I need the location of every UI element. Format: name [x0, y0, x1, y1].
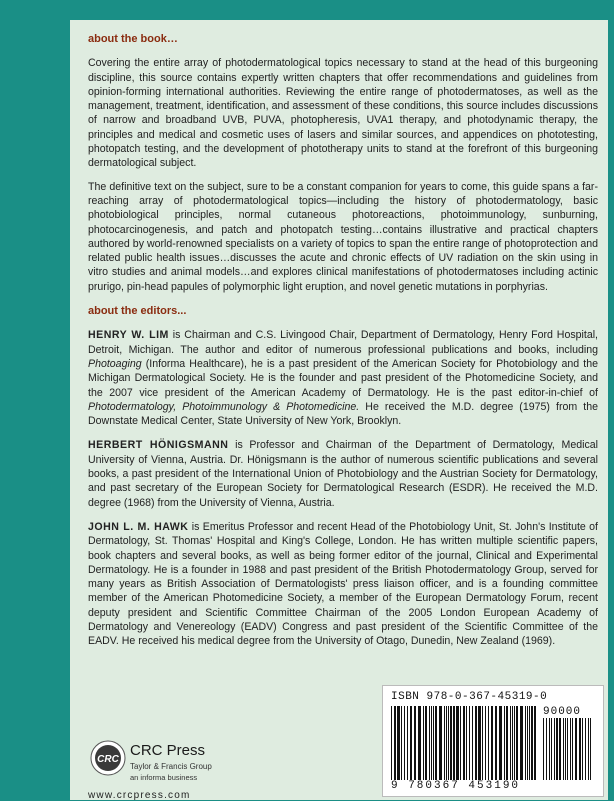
barcode-bar [546, 718, 547, 780]
barcode-bar [510, 706, 511, 780]
barcode-bar [418, 706, 421, 780]
crc-emblem-text: CRC [97, 754, 119, 765]
barcode-bar [466, 706, 467, 780]
barcode-bar [423, 706, 424, 780]
barcode-bar [516, 706, 518, 780]
cover-text [88, 30, 598, 659]
publisher-group: Taylor & Francis Group [130, 762, 212, 771]
barcode-bar [444, 706, 445, 780]
back-cover-panel [70, 20, 608, 800]
addon-barcode-bars [543, 718, 595, 780]
barcode-bar [475, 706, 477, 780]
barcode-bar [431, 706, 432, 780]
about-book-paragraph-1: Covering the entire array of photodermatological topics necessary to stand at the head of this burgeoning discipline, this source contains expertly written chapters that offer recommendations and guidelines from opinion-forming international authorities. Reviewing the entire range of photodermatoses, as well as the management, treatment, identification, and assessment of these conditions, this source includes discussions of narrow and broadband UVB, PUVA, photopheresis, UVA1 therapy, and photodynamic therapy, the principles and medical and cosmetic uses of lasers and similar sources, and appendices on phototesting, photopatch testing, and the development of phototherapy units to stand at the forefront of this burgeoning dermatological subject. [88, 57, 598, 170]
barcode-bar [543, 718, 544, 780]
barcode-bar [478, 706, 481, 780]
barcode-bar [551, 718, 552, 780]
barcode-bar [559, 718, 561, 780]
book-title: Photoaging [88, 357, 142, 370]
barcode-bar [563, 718, 564, 780]
barcode-bar [554, 718, 555, 780]
barcode-bar [394, 706, 396, 780]
barcode-bar [472, 706, 473, 780]
barcode-bar [512, 706, 513, 780]
barcode-bar [534, 706, 536, 780]
barcode-bar [429, 706, 430, 780]
journal-title: Photodermatology, Photoimmunology & Photomedicine. [88, 400, 360, 413]
barcode-bar [527, 706, 528, 780]
barcode-bar [575, 718, 577, 780]
barcode-bar [446, 706, 447, 780]
editor-name: HERBERT HÖNIGSMANN [88, 439, 229, 452]
barcode-bar [572, 718, 573, 780]
barcode-bar [485, 706, 486, 780]
about-book-heading: about the book… [88, 33, 178, 45]
barcode-bar [590, 718, 591, 780]
publisher-business: an informa business [130, 773, 198, 782]
price-addon-digits: 90000 [543, 706, 582, 718]
barcode-bar [463, 706, 465, 780]
barcode-bar [391, 706, 392, 780]
barcode-bar [433, 706, 434, 780]
barcode-bar [495, 706, 497, 780]
barcode-bar [506, 706, 508, 780]
ean-barcode-bars [391, 706, 539, 780]
publisher-website: www.crcpress.com [88, 790, 191, 801]
barcode-bar [567, 718, 568, 780]
isbn-barcode [382, 685, 604, 797]
barcode-bar [585, 718, 586, 780]
ean-digits: 9 780367 453190 [391, 780, 521, 792]
editor-bio-lim [88, 328, 598, 428]
barcode-bar [488, 706, 489, 780]
barcode-bar [453, 706, 455, 780]
barcode-bar [491, 706, 493, 780]
editor-name: HENRY W. LIM [88, 329, 169, 342]
editor-text: (Informa Healthcare), he is a past president of the American Society for Photobiology and the Michigan Dermatological Society. He is the founder and past president of the Photomedicine Society, and the 2007 vice president of the American Academy of Dermatology. He is the past editor-in-chief of [88, 357, 598, 399]
about-editors-heading: about the editors... [88, 305, 187, 318]
isbn-label: ISBN 978-0-367-45319-0 [391, 691, 548, 703]
barcode-bar [435, 706, 437, 780]
barcode-bar [401, 706, 402, 780]
barcode-bar [450, 706, 452, 780]
barcode-bar [525, 706, 526, 780]
barcode-bar [520, 706, 523, 780]
publisher-logo [90, 740, 260, 788]
barcode-bar [397, 706, 400, 780]
barcode-bar [456, 706, 459, 780]
barcode-bar [565, 718, 566, 780]
editor-text: is Professor and Chairman of the Department of Dermatology, Medical University of Vienna, Austria. Dr. Hönigsmann is the author of numerous scientific publications and several books, a past president of the International Union of Photobiology and the Austrian Society for Dermatology, and past secretary of the European Society for Dermatological Research (ESDR). He received the M.D. degree (1968) from the University of Vienna, Austria. [88, 439, 599, 509]
publisher-name: CRC Press [130, 742, 206, 759]
editor-name: JOHN L. M. HAWK [88, 520, 189, 533]
about-book-paragraph-2: The definitive text on the subject, sure to be a constant companion for years to come, this guide spans a far-reaching array of photodermatological topics—including the history of photodermatology, basic photobiological principles, normal cutaneous photoreactions, photoimmunology, sunburning, photocarcinogenesis, and patch and photopatch testing…contains illustrative and practical chapters authored by world-renowned specialists on a variety of topics to span the entire range of photoprotection and related public health issues…discusses the acute and chronic effects of UV radiation on the skin using in vitro studies and animal models…and explores clinical manifestations of photodermatoses including actinic prurigo, pin-head papules of polymorphic light eruption, and novel genetic mutations in porphyrias. [88, 180, 598, 293]
barcode-bar [460, 706, 461, 780]
barcode-bar [407, 706, 408, 780]
barcode-bar [414, 706, 416, 780]
barcode-bar [404, 706, 405, 780]
barcode-bar [425, 706, 427, 780]
editor-bio-hawk [88, 520, 598, 649]
editor-bio-honigsmann [88, 438, 598, 509]
barcode-bar [582, 718, 583, 780]
barcode-bar [556, 718, 558, 780]
barcode-bar [529, 706, 530, 780]
barcode-bar [482, 706, 483, 780]
barcode-bar [469, 706, 470, 780]
barcode-bar [410, 706, 412, 780]
barcode-bar [570, 718, 571, 780]
barcode-bar [448, 706, 449, 780]
barcode-bar [514, 706, 515, 780]
barcode-bar [531, 706, 533, 780]
crc-emblem-icon [90, 740, 126, 776]
barcode-bar [439, 706, 442, 780]
barcode-bar [579, 718, 581, 780]
barcode-bar [549, 718, 550, 780]
editor-text: He received the M.D. degree (1975) from the Downstate Medical Center, State University of New York, Brooklyn. [88, 400, 598, 428]
barcode-bar [504, 706, 505, 780]
editor-text: is Emeritus Professor and recent Head of the Photobiology Unit, St. John's Institute of Dermatology, St. Thomas' Hospital and King's College, London. He has written multiple scientific papers, book chapters and several books, as well as being former editor of the journal, Clinical and Experimental Dermatology. He is a founder in 1988 and past president of the British Photodermatology Group, served for many years as British Association of Dermatologists' press liaison officer, and is a founding committee member of the American Photomedicine Society, a member of the European Dermatology Forum, recent deputy president and Scientific Committee Chairman of the 2005 London European Academy of Dermatology and Venereology (EADV) Congress and past president of the Scientific Committee of the EADV. He received his medical degree from the University of Otago, Dunedin, New Zealand (1969). [88, 520, 598, 648]
barcode-bar [499, 706, 502, 780]
barcode-bar [588, 718, 589, 780]
editor-text: is Chairman and C.S. Livingood Chair, Department of Dermatology, Henry Ford Hospital, Detroit, Michigan. The author and editor of numerous professional publications and books, including [88, 329, 599, 356]
